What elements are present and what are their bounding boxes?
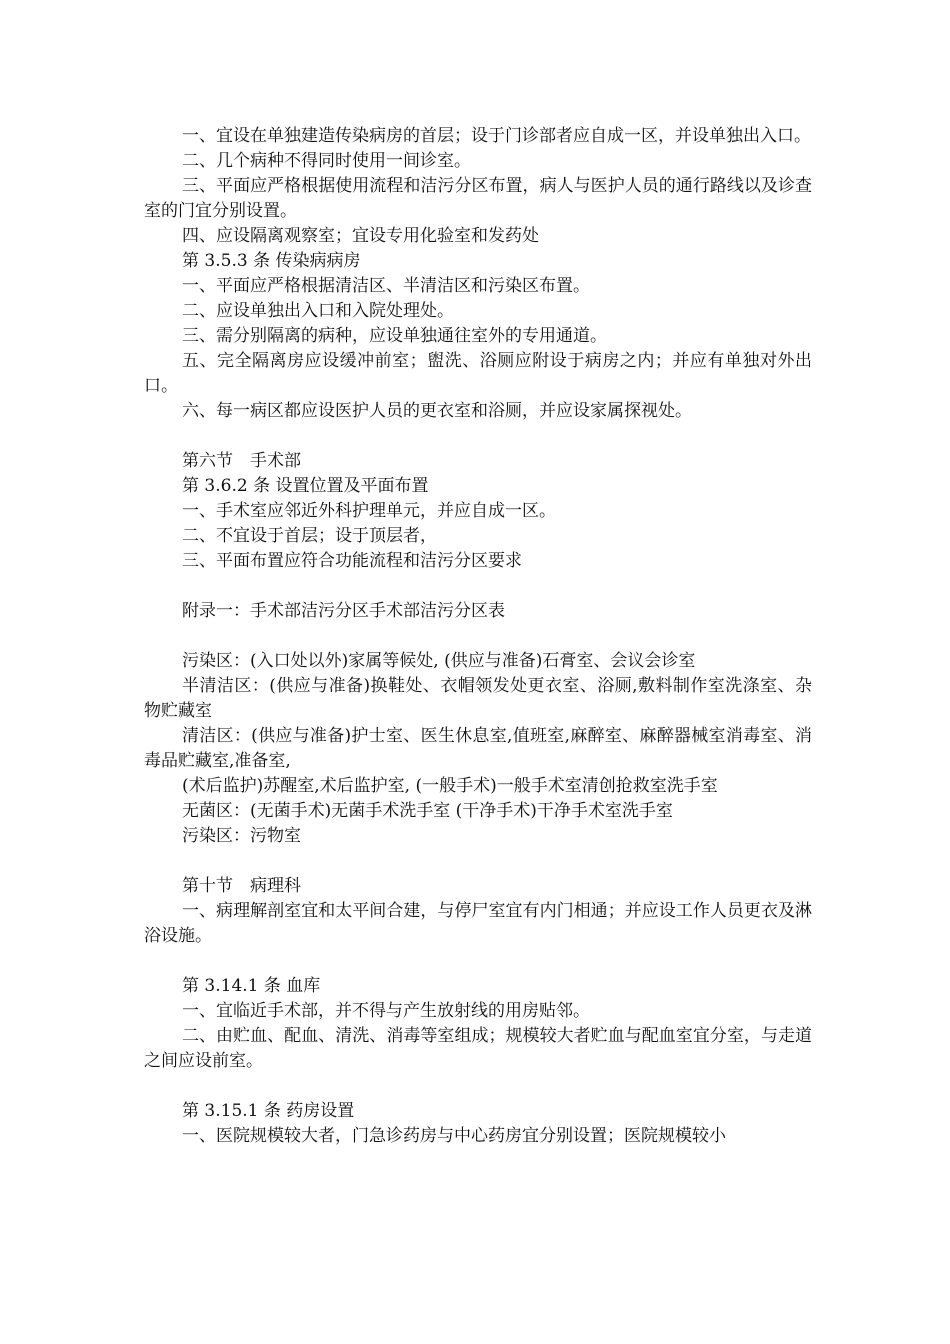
section-heading: 第 3.15.1 条 药房设置 xyxy=(182,1101,355,1121)
paragraph: 二、由贮血、配血、清洗、消毒等室组成；规模较大者贮血与配血室宜分室，与走道之间应设前室。 xyxy=(144,1026,812,1071)
paragraph: 三、需分别隔离的病种，应设单独通往室外的专用通道。 xyxy=(182,326,607,346)
paragraph: (术后监护)苏醒室,术后监护室, (一般手术)一般手术室清创抢救室洗手室 xyxy=(182,776,718,796)
paragraph: 二、应设单独出入口和入院处理处。 xyxy=(182,301,454,321)
paragraph: 六、每一病区都应设医护人员的更衣室和浴厕，并应设家属探视处。 xyxy=(182,401,692,421)
paragraph: 污染区：污物室 xyxy=(182,826,301,846)
paragraph: 一、宜临近手术部，并不得与产生放射线的用房贴邻。 xyxy=(182,1001,590,1021)
section-heading: 第 3.14.1 条 血库 xyxy=(182,976,321,996)
paragraph: 二、几个病种不得同时使用一间诊室。 xyxy=(182,151,471,171)
paragraph: 三、平面应严格根据使用流程和洁污分区布置，病人与医护人员的通行路线以及诊查室的门宜分别设置。 xyxy=(144,176,812,221)
paragraph: 二、不宜设于首层；设于顶层者， xyxy=(182,526,437,546)
paragraph: 一、宜设在单独建造传染病房的首层；设于门诊部者应自成一区，并设单独出入口。 xyxy=(182,126,811,146)
paragraph: 四、应设隔离观察室；宜设专用化验室和发药处 xyxy=(182,226,539,246)
paragraph: 污染区：(入口处以外)家属等候处, (供应与准备)石膏室、会议会诊室 xyxy=(182,651,696,671)
paragraph: 半清洁区：(供应与准备)换鞋处、衣帽领发处更衣室、浴厕,敷料制作室洗涤室、杂物贮藏室 xyxy=(144,676,812,721)
paragraph: 一、手术室应邻近外科护理单元，并应自成一区。 xyxy=(182,501,556,521)
blank-line xyxy=(144,574,812,599)
section-heading: 第六节 手术部 xyxy=(182,451,301,471)
section-heading: 第 3.5.3 条 传染病病房 xyxy=(182,251,361,271)
document-body xyxy=(144,124,812,1149)
appendix-heading: 附录一：手术部洁污分区手术部洁污分区表 xyxy=(182,601,505,621)
blank-line xyxy=(144,1074,812,1099)
paragraph: 一、平面应严格根据清洁区、半清洁区和污染区布置。 xyxy=(182,276,590,296)
paragraph: 三、平面布置应符合功能流程和洁污分区要求 xyxy=(182,551,522,571)
paragraph: 一、医院规模较大者，门急诊药房与中心药房宜分别设置；医院规模较小 xyxy=(182,1126,726,1146)
blank-line xyxy=(144,949,812,974)
paragraph: 一、病理解剖室宜和太平间合建，与停尸室宜有内门相通；并应设工作人员更衣及淋浴设施。 xyxy=(144,901,812,946)
paragraph: 清洁区：(供应与准备)护士室、医生休息室,值班室,麻醉室、麻醉器械室消毒室、消毒品贮藏室,准备室, xyxy=(144,726,812,771)
blank-line xyxy=(144,624,812,649)
blank-line xyxy=(144,849,812,874)
paragraph: 无菌区：(无菌手术)无菌手术洗手室 (干净手术)干净手术室洗手室 xyxy=(182,801,673,821)
paragraph: 五、完全隔离房应设缓冲前室；盥洗、浴厕应附设于病房之内；并应有单独对外出口。 xyxy=(144,351,812,396)
section-heading: 第十节 病理科 xyxy=(182,876,301,896)
blank-line xyxy=(144,424,812,449)
section-heading: 第 3.6.2 条 设置位置及平面布置 xyxy=(182,476,429,496)
